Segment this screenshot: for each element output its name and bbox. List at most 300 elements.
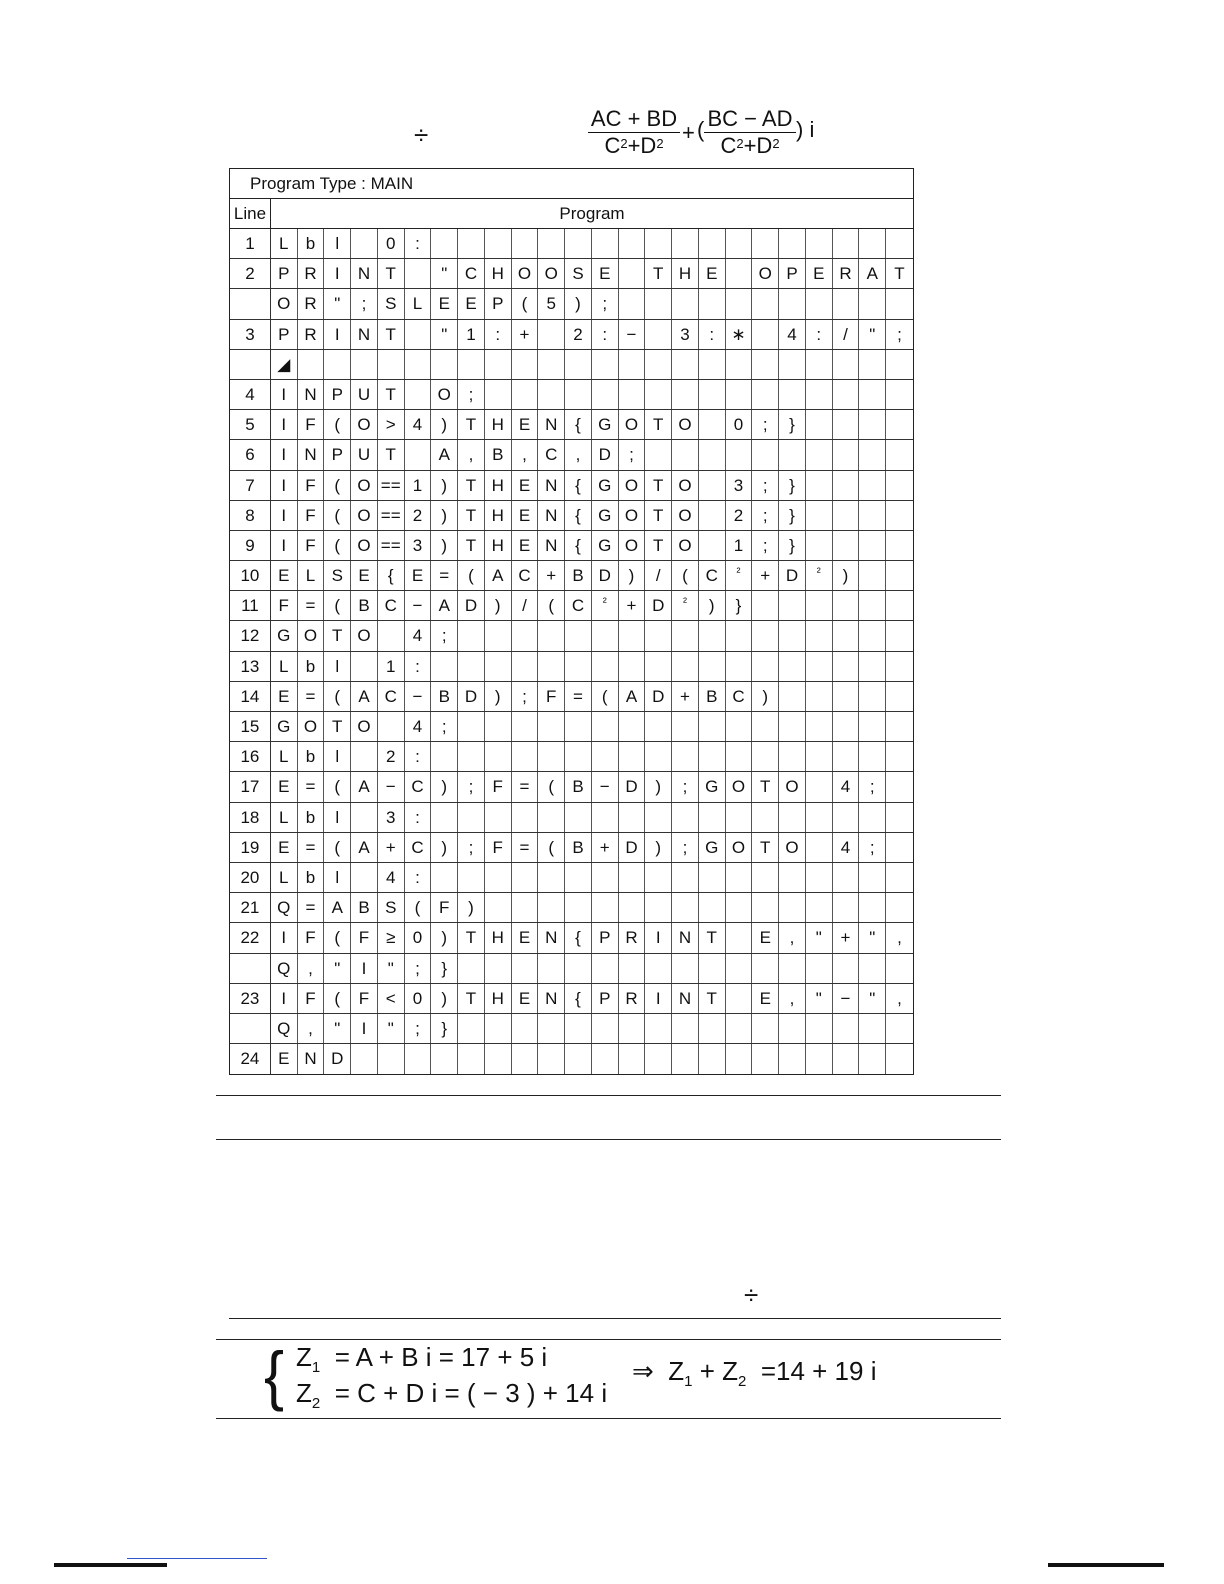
program-cell — [458, 229, 485, 258]
program-cell: { — [565, 923, 592, 952]
program-cell: I — [271, 984, 298, 1013]
program-row — [230, 410, 913, 440]
program-cell — [592, 1044, 619, 1074]
program-cell: I — [324, 259, 351, 288]
program-cell — [806, 652, 833, 681]
program-cell: E — [271, 772, 298, 801]
program-cell — [859, 440, 886, 469]
program-cell: / — [645, 561, 672, 590]
program-cell — [779, 652, 806, 681]
program-cell — [699, 621, 726, 650]
line-number: 13 — [230, 652, 271, 681]
program-cell: I — [271, 440, 298, 469]
program-cell — [538, 1014, 565, 1043]
program-cell — [672, 621, 699, 650]
program-cell: D — [619, 772, 646, 801]
program-cell: " — [859, 984, 886, 1013]
program-cell — [859, 410, 886, 439]
program-cell — [806, 471, 833, 500]
program-cell: G — [592, 501, 619, 530]
program-cell: A — [351, 833, 378, 862]
program-cell: E — [752, 923, 779, 952]
program-cell — [886, 591, 913, 620]
program-cell — [806, 742, 833, 771]
program-cell: ) — [645, 772, 672, 801]
program-cell: T — [458, 501, 485, 530]
program-cell — [752, 742, 779, 771]
program-cell: D — [592, 440, 619, 469]
program-cell: " — [806, 923, 833, 952]
program-cell — [645, 742, 672, 771]
program-cell — [672, 954, 699, 983]
program-cell: ( — [324, 501, 351, 530]
program-cell: N — [538, 501, 565, 530]
program-cell: C — [512, 561, 539, 590]
program-cell: A — [431, 440, 458, 469]
program-cell: B — [699, 682, 726, 711]
program-cell — [779, 440, 806, 469]
program-cell — [405, 440, 432, 469]
program-row — [230, 742, 913, 772]
program-cell: ( — [324, 984, 351, 1013]
line-number — [230, 954, 271, 983]
program-cell: 4 — [405, 712, 432, 741]
program-cell — [458, 954, 485, 983]
program-cell — [458, 621, 485, 650]
program-cell: 3 — [405, 531, 432, 560]
program-cell: " — [859, 923, 886, 952]
program-cell — [619, 742, 646, 771]
program-cell — [324, 350, 351, 379]
program-cell — [886, 954, 913, 983]
program-cell: O — [672, 410, 699, 439]
program-type-label: Program Type : MAIN — [230, 169, 913, 199]
program-cell — [726, 289, 753, 318]
formula-close-paren-i: ) i — [796, 117, 815, 142]
program-cell: l — [324, 652, 351, 681]
program-cell — [886, 772, 913, 801]
program-cell — [592, 742, 619, 771]
program-cell — [538, 954, 565, 983]
program-cell: } — [779, 471, 806, 500]
program-cell: F — [485, 833, 512, 862]
program-cell — [485, 380, 512, 409]
program-cell: T — [378, 259, 405, 288]
program-cell: I — [271, 923, 298, 952]
program-cell — [351, 803, 378, 832]
program-cell — [619, 712, 646, 741]
program-cell — [565, 1044, 592, 1074]
program-cell: ; — [431, 621, 458, 650]
line-number: 24 — [230, 1044, 271, 1074]
program-row — [230, 621, 913, 651]
program-row — [230, 380, 913, 410]
program-cell — [592, 652, 619, 681]
program-cell: R — [298, 259, 325, 288]
program-cell — [779, 893, 806, 922]
program-cell: , — [779, 923, 806, 952]
program-cell: F — [271, 591, 298, 620]
program-cell: 2 — [726, 501, 753, 530]
line-number: 21 — [230, 893, 271, 922]
program-cell — [431, 803, 458, 832]
program-cell: 5 — [538, 289, 565, 318]
program-cell — [699, 863, 726, 892]
program-cell — [672, 350, 699, 379]
program-cell: ( — [538, 772, 565, 801]
program-cell — [779, 954, 806, 983]
program-cell — [806, 1044, 833, 1074]
program-cell: N — [538, 923, 565, 952]
program-cell — [565, 954, 592, 983]
program-cell: ) — [565, 289, 592, 318]
program-cell: U — [351, 380, 378, 409]
program-cell: G — [592, 410, 619, 439]
program-cell — [672, 440, 699, 469]
program-cell — [512, 1014, 539, 1043]
program-cell: F — [485, 772, 512, 801]
program-cell — [886, 471, 913, 500]
program-cell — [859, 803, 886, 832]
program-cell: { — [565, 471, 592, 500]
program-cell — [645, 289, 672, 318]
program-cell: < — [378, 984, 405, 1013]
program-cell — [886, 893, 913, 922]
program-cell — [886, 440, 913, 469]
program-column-header: Program — [559, 204, 625, 223]
program-cell — [699, 742, 726, 771]
program-cell — [405, 350, 432, 379]
program-cell — [779, 621, 806, 650]
program-cell — [886, 561, 913, 590]
program-cell: ; — [351, 289, 378, 318]
program-cell: T — [324, 712, 351, 741]
line-column-header: Line — [230, 199, 271, 228]
imaginary-part-fraction — [704, 106, 796, 159]
program-cell: P — [271, 259, 298, 288]
program-cell: E — [752, 984, 779, 1013]
program-cell — [726, 380, 753, 409]
program-cell: E — [271, 682, 298, 711]
program-cell: N — [351, 259, 378, 288]
line-number: 22 — [230, 923, 271, 952]
program-cell — [485, 863, 512, 892]
program-cell: B — [565, 833, 592, 862]
program-cell: , — [565, 440, 592, 469]
line-number: 11 — [230, 591, 271, 620]
program-cell: 4 — [405, 410, 432, 439]
program-cell: E — [271, 833, 298, 862]
program-row — [230, 591, 913, 621]
program-cell: O — [619, 471, 646, 500]
program-cell: N — [672, 923, 699, 952]
program-cell: = — [298, 833, 325, 862]
program-cell — [726, 742, 753, 771]
program-cell — [431, 742, 458, 771]
program-cell — [619, 652, 646, 681]
program-cell — [752, 350, 779, 379]
line-number: 12 — [230, 621, 271, 650]
program-cell: b — [298, 229, 325, 258]
program-cell: ( — [324, 833, 351, 862]
program-cell: b — [298, 863, 325, 892]
program-cell: ) — [431, 410, 458, 439]
program-cell: ; — [897, 324, 902, 344]
program-cell: ) — [431, 923, 458, 952]
program-cell — [699, 531, 726, 560]
program-cell: ; — [592, 289, 619, 318]
program-cell: ; — [752, 501, 779, 530]
program-cell — [538, 652, 565, 681]
line-number: 3 — [230, 320, 271, 349]
program-cell — [431, 1044, 458, 1074]
program-cell: − — [619, 320, 646, 349]
program-cell: ( — [405, 893, 432, 922]
program-cell — [806, 954, 833, 983]
program-cell — [485, 621, 512, 650]
program-row — [230, 984, 913, 1014]
program-cell — [859, 621, 886, 650]
program-cell: P — [592, 923, 619, 952]
program-cell: + — [512, 320, 539, 349]
program-cell — [538, 621, 565, 650]
program-cell — [512, 350, 539, 379]
program-cell: b — [298, 742, 325, 771]
program-cell — [351, 652, 378, 681]
program-cell: 3 — [378, 803, 405, 832]
divider-rule-3 — [229, 1318, 1001, 1319]
program-cell — [726, 229, 753, 258]
program-cell: b — [298, 652, 325, 681]
program-cell — [645, 954, 672, 983]
program-cell — [378, 621, 405, 650]
program-cell — [752, 591, 779, 620]
z1-equation: $Z_1 = A + B$ i = 17 + 5 i — [296, 1342, 548, 1376]
program-cell: } — [431, 1014, 458, 1043]
program-cell — [458, 803, 485, 832]
program-cell — [859, 1014, 886, 1043]
program-cell: T — [458, 531, 485, 560]
program-cell — [351, 1044, 378, 1074]
program-cell — [726, 350, 753, 379]
program-cell: ) — [458, 893, 485, 922]
program-row — [230, 289, 913, 319]
program-row — [230, 1044, 913, 1074]
program-cell: : — [699, 320, 726, 349]
program-cell: 4 — [405, 621, 432, 650]
program-cell: ( — [324, 410, 351, 439]
program-cell: H — [485, 923, 512, 952]
program-cell — [699, 1014, 726, 1043]
program-cell: , — [512, 440, 539, 469]
program-cell — [833, 440, 860, 469]
program-cell — [538, 712, 565, 741]
program-cell — [405, 380, 432, 409]
program-cell: ( — [538, 833, 565, 862]
program-cell: F — [298, 923, 325, 952]
program-cell — [458, 652, 485, 681]
program-row — [230, 350, 913, 380]
program-cell: ; — [752, 531, 779, 560]
program-cell — [886, 682, 913, 711]
program-cell: ) — [431, 984, 458, 1013]
program-cell — [806, 893, 833, 922]
program-cell: S — [378, 893, 405, 922]
line-number — [230, 289, 271, 318]
line-number — [230, 350, 271, 379]
program-cell: ; — [672, 833, 699, 862]
program-cell — [859, 652, 886, 681]
program-cell: F — [351, 923, 378, 952]
program-cell — [512, 893, 539, 922]
program-cell: 1 — [405, 471, 432, 500]
program-cell — [833, 803, 860, 832]
program-cell — [405, 259, 432, 288]
program-cell — [458, 350, 485, 379]
program-cell — [699, 350, 726, 379]
program-cell: : — [405, 229, 432, 258]
program-cell: C — [378, 591, 405, 620]
program-cell — [458, 742, 485, 771]
program-cell — [859, 289, 886, 318]
program-cell — [672, 380, 699, 409]
program-cell: ( — [324, 923, 351, 952]
program-cell: G — [699, 772, 726, 801]
program-cell: { — [565, 501, 592, 530]
program-cell: , — [298, 1014, 325, 1043]
program-cell — [699, 954, 726, 983]
program-cell: − — [592, 772, 619, 801]
program-cell: B — [351, 893, 378, 922]
program-cell: D — [458, 591, 485, 620]
program-cell: F — [431, 893, 458, 922]
program-cell: D — [645, 682, 672, 711]
program-cell: I — [351, 954, 378, 983]
program-cell: T — [378, 380, 405, 409]
program-cell: O — [431, 380, 458, 409]
program-cell: E — [512, 984, 539, 1013]
program-cell — [592, 1014, 619, 1043]
program-cell — [512, 380, 539, 409]
program-cell — [752, 652, 779, 681]
program-cell: N — [351, 320, 378, 349]
program-cell — [485, 1014, 512, 1043]
program-cell — [619, 1044, 646, 1074]
program-cell: N — [298, 440, 325, 469]
program-cell — [886, 742, 913, 771]
program-cell — [592, 893, 619, 922]
program-cell: ; — [859, 772, 886, 801]
program-cell: + — [378, 833, 405, 862]
program-cell — [592, 229, 619, 258]
program-cell: E — [405, 561, 432, 590]
program-cell — [565, 380, 592, 409]
program-cell: L — [298, 561, 325, 590]
program-cell: E — [512, 471, 539, 500]
program-cell — [512, 712, 539, 741]
program-cell: " — [378, 1014, 405, 1043]
program-cell — [886, 380, 913, 409]
program-cell — [485, 652, 512, 681]
program-cell: C — [458, 259, 485, 288]
program-cell — [779, 863, 806, 892]
program-cell: ; — [458, 380, 485, 409]
program-cell: ) — [431, 531, 458, 560]
program-cell — [886, 410, 913, 439]
program-cell: O — [351, 531, 378, 560]
line-number — [230, 1014, 271, 1043]
program-cell — [779, 1044, 806, 1074]
program-cell: L — [271, 229, 298, 258]
program-cell: T — [699, 923, 726, 952]
program-cell: P — [271, 320, 298, 349]
program-cell: T — [645, 501, 672, 530]
program-cell: l — [324, 803, 351, 832]
program-cell: D — [592, 561, 619, 590]
program-cell: P — [485, 289, 512, 318]
program-cell: L — [271, 742, 298, 771]
program-cell: O — [726, 772, 753, 801]
program-cell — [726, 259, 753, 288]
program-cell: T — [752, 772, 779, 801]
program-cell — [699, 652, 726, 681]
program-cell — [886, 531, 913, 560]
program-cell: ) — [431, 772, 458, 801]
program-cell — [699, 893, 726, 922]
program-cell — [779, 742, 806, 771]
program-cell: N — [672, 984, 699, 1013]
program-cell: O — [351, 471, 378, 500]
program-cell: T — [458, 471, 485, 500]
program-cell: T — [378, 320, 405, 349]
program-cell: : — [485, 320, 512, 349]
program-cell: ( — [458, 561, 485, 590]
program-cell: : — [405, 803, 432, 832]
program-cell: : — [405, 742, 432, 771]
program-cell — [833, 591, 860, 620]
program-cell: 3 — [672, 320, 699, 349]
program-cell — [645, 320, 672, 349]
program-cell: : — [806, 320, 833, 349]
program-cell: − — [833, 984, 860, 1013]
program-cell — [752, 289, 779, 318]
program-cell — [859, 712, 886, 741]
program-cell — [833, 712, 860, 741]
program-cell — [886, 712, 913, 741]
formula-open-paren: ( — [697, 117, 705, 142]
program-cell: ) — [431, 833, 458, 862]
program-cell — [779, 229, 806, 258]
program-row — [230, 531, 913, 561]
program-cell: G — [699, 833, 726, 862]
program-cell: b — [298, 803, 325, 832]
divider-rule-2 — [216, 1139, 1001, 1140]
divider-rule-1 — [216, 1095, 1001, 1096]
program-cell — [351, 863, 378, 892]
program-cell: } — [779, 410, 806, 439]
program-cell: E — [458, 289, 485, 318]
program-cell — [645, 621, 672, 650]
real-part-fraction — [588, 106, 680, 159]
program-cell — [378, 712, 405, 741]
footer-link-line — [127, 1558, 267, 1559]
program-cell: I — [645, 984, 672, 1013]
program-cell — [645, 652, 672, 681]
program-cell: − — [405, 591, 432, 620]
program-row — [230, 229, 913, 259]
program-cell: O — [351, 501, 378, 530]
program-cell — [726, 652, 753, 681]
